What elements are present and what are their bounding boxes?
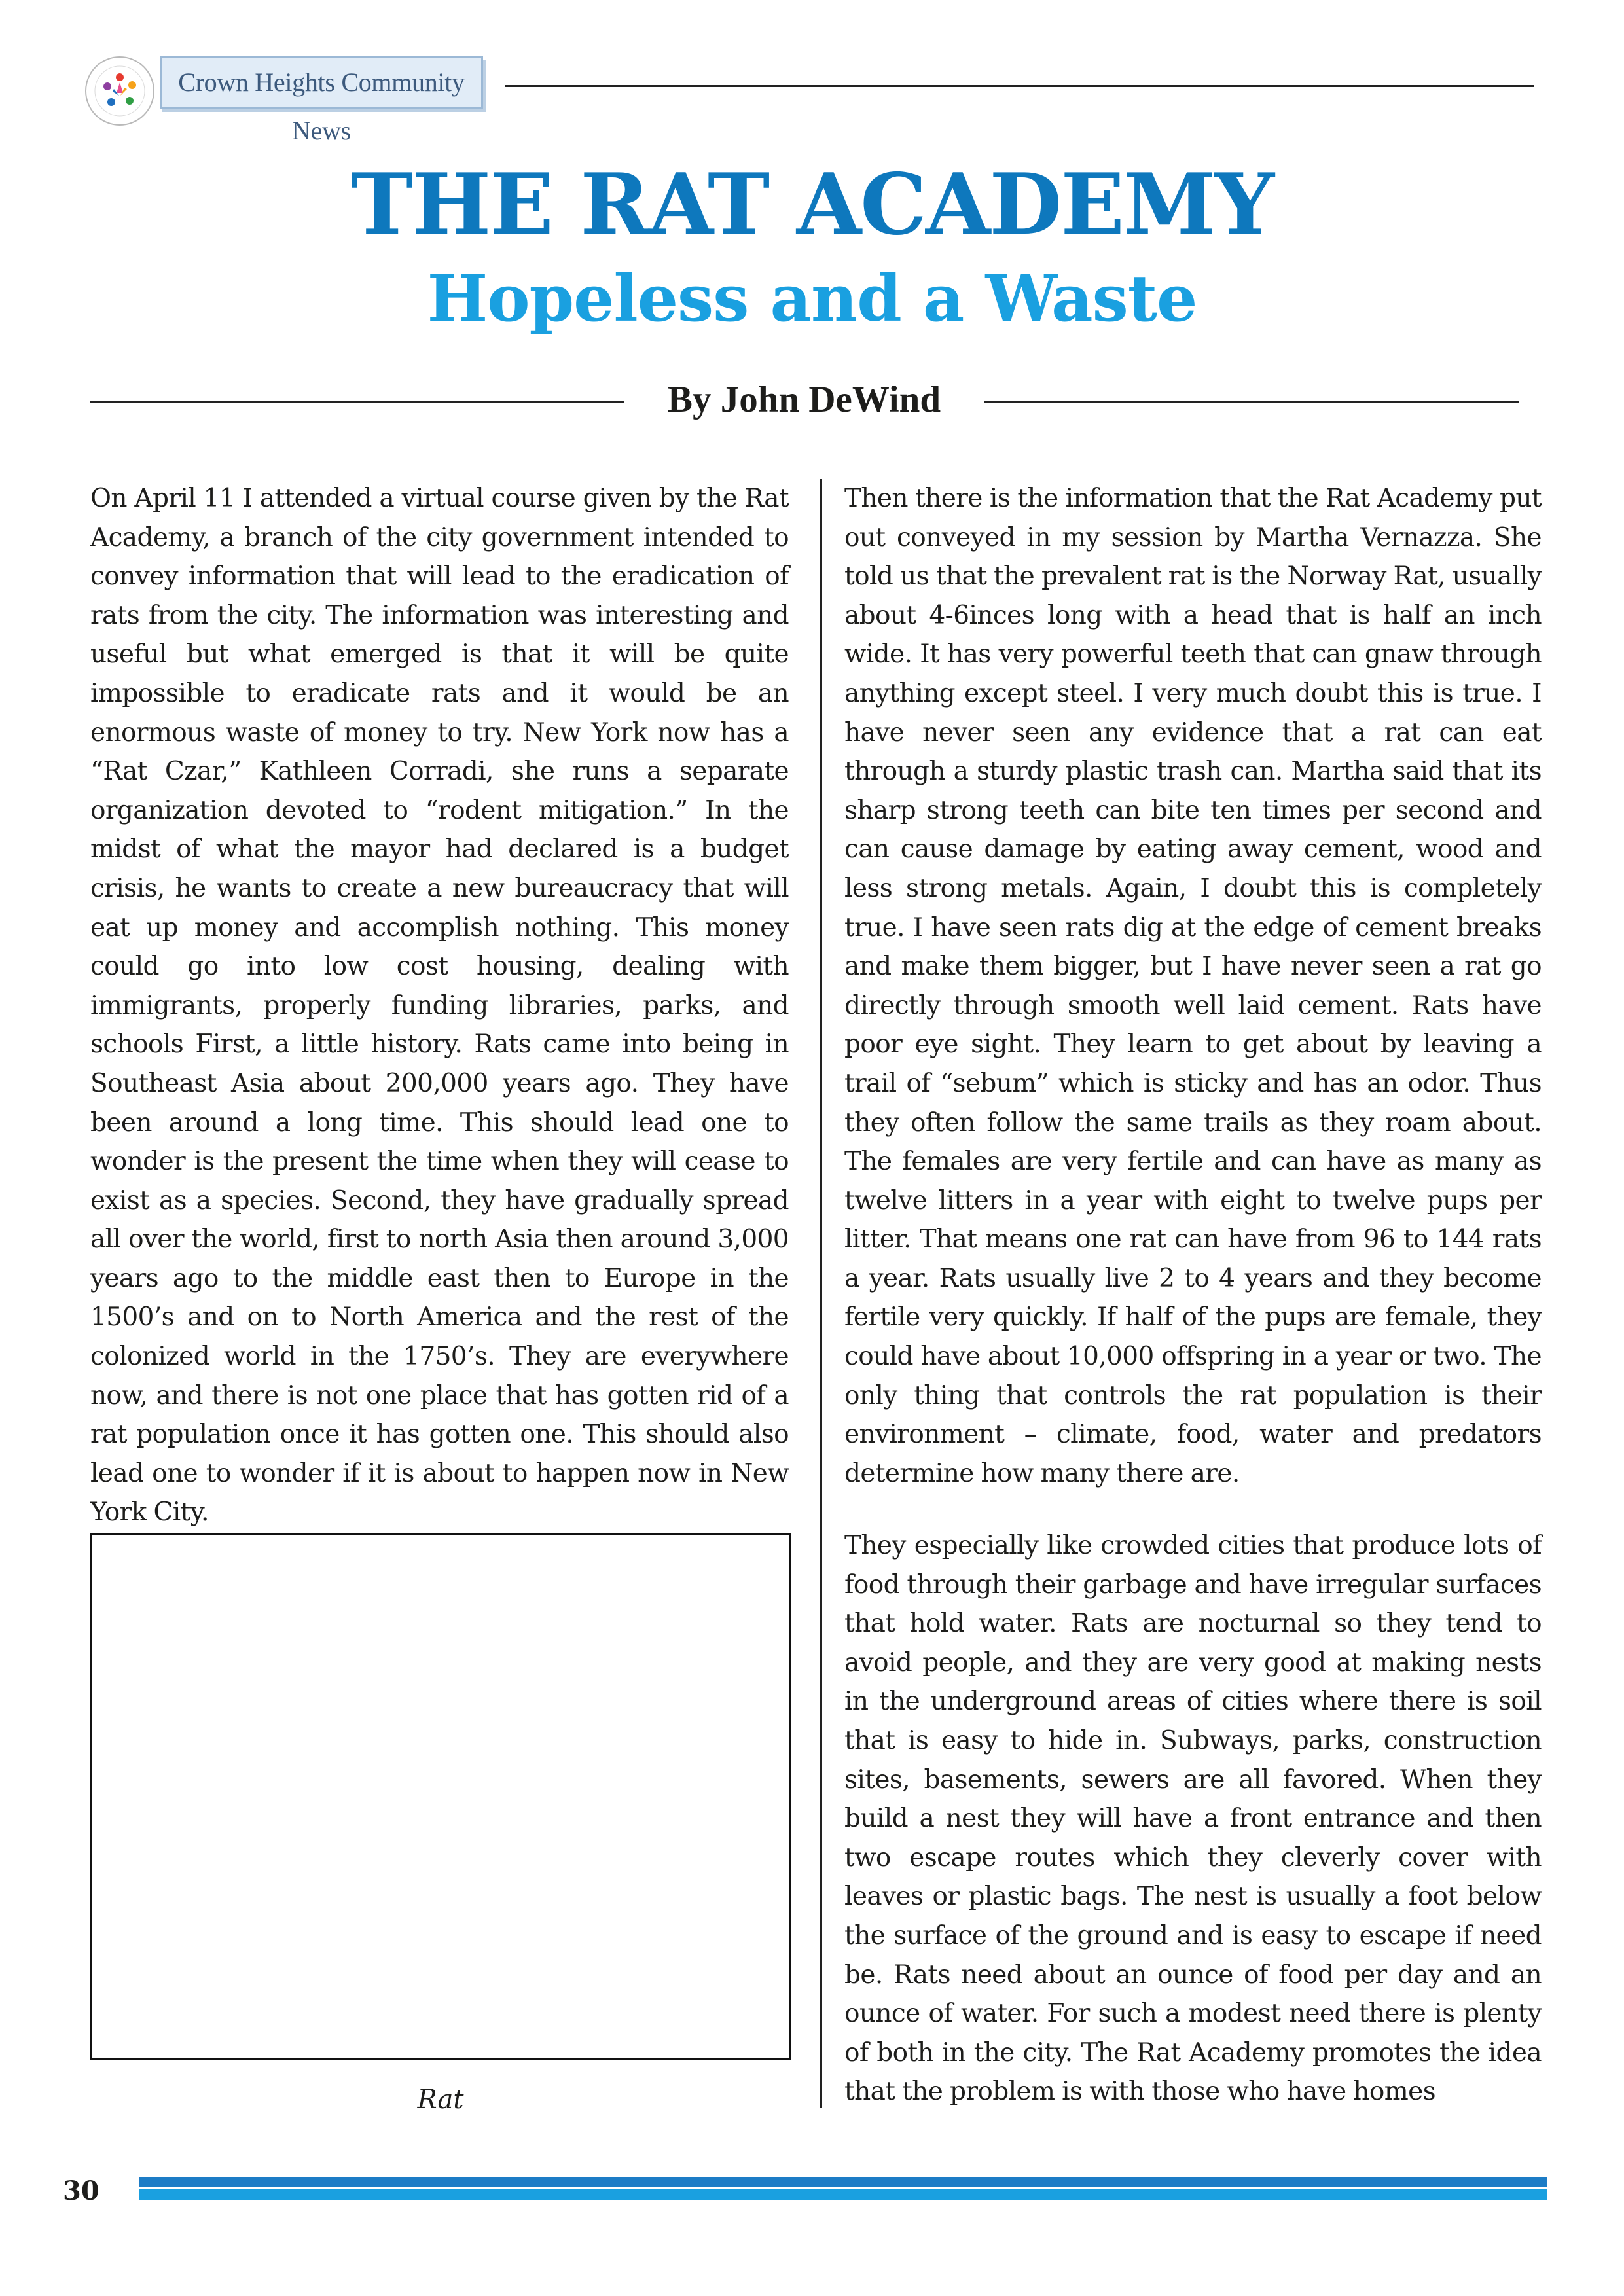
- paragraph: On April 11 I attended a virtual course given by the Rat Academy, a branch of the city government intended to convey information that will lead to the eradication of rats from the city. The information was interesting and useful but what emerged is that it will be quite impossible to eradicate rats and it would be an enormous waste of money to try. New York now has a “Rat Czar,” Kathleen Corradi, she runs a separate organization devoted to “rodent mitigation.” In the midst of what the mayor had declared is a budget crisis, he wants to create a new bureaucracy that will eat up money and accomplish nothing. This money could go into low cost housing, dealing with immigrants, properly funding libraries, parks, and schools First, a little history. Rats came into being in Southeast Asia about 200,000 years ago. They have been around a long time. This should lead one to wonder is the present the time when they will cease to exist as a species. Second, they have gradually spread all over the world, first to north Asia then around 3,000 years ago to the middle east then to Europe in the 1500’s and on to North America and the rest of the colonized world in the 1750’s. They are everywhere now, and there is not one place that has gotten rid of a rat population once it has gotten one. This should also lead one to wonder if it is about to happen now in New York City.: [90, 484, 789, 1528]
- paragraph: They especially like crowded cities that produce lots of food through their garbage and have irregular surfaces that hold water. Rats are nocturnal so they tend to avoid people, and they are very good at making nests in the underground areas of cities where there is soil that is easy to hide in. Subways, parks, construction sites, basements, sewers are all favored. When they build a nest they will have a front entrance and then two escape routes which they cleverly cover with leaves or plastic bags. The nest is usually a foot below the surface of the ground and is easy to escape if need be. Rats need about an ounce of food per day and an ounce of water. For such a modest need there is plenty of both in the city. The Rat Academy promotes the idea that the problem is with those who have homes: [844, 1531, 1542, 2107]
- paragraph: Then there is the information that the Rat Academy put out conveyed in my session by Martha Vernazza. She told us that the prevalent rat is the Norway Rat, usually about 4-6inces long with a head that is half an inch wide. It has very powerful teeth that can gnaw through anything except steel. I very much doubt this is true. I have never seen any evidence that a rat can eat through a sturdy plastic trash can. Martha said that its sharp strong teeth can bite ten times per second and can cause damage by eating away cement, wood and less strong metals. Again, I doubt this is completely true. I have seen rats dig at the edge of cement breaks and make them bigger, but I have never seen a rat go directly through smooth well laid cement. Rats have poor eye sight. They learn to get about by leaving a trail of “sebum” which is sticky and has an odor. Thus they often follow the same trails as they roam about. The females are very fertile and can have as many as twelve litters in a year with eight to twelve pups per litter. That means one rat can have from 96 to 144 rats a year. Rats usually live 2 to 4 years and they become fertile very quickly. If half of the pups are female, they could have about 10,000 offspring in a year or two. The only thing that controls the rat population is their environment – climate, food, water and predators determine how many there are.: [844, 484, 1542, 1488]
- article-subtitle: Hopeless and a Waste: [427, 261, 1197, 336]
- column-divider: [820, 479, 822, 2108]
- photo-caption: Rat: [417, 2085, 464, 2115]
- left-column: [90, 479, 789, 1532]
- rat-photo-frame: [90, 1533, 791, 2060]
- publication-name: Crown Heights Community News: [160, 56, 483, 109]
- logo-emblem-icon: [84, 55, 156, 127]
- footer-bar-accent: [139, 2189, 1547, 2200]
- right-column-paragraph-2: [844, 1526, 1542, 2111]
- article-title: THE RAT ACADEMY: [351, 156, 1273, 254]
- byline-rule-right: [984, 401, 1519, 403]
- page-number: 30: [63, 2176, 99, 2206]
- footer-bar: [139, 2177, 1547, 2187]
- organization-logo: [84, 55, 156, 127]
- byline-rule-left: [90, 401, 624, 403]
- header-rule: [505, 85, 1534, 87]
- byline: By John DeWind: [667, 379, 941, 420]
- right-column-paragraph-1: [844, 479, 1542, 1493]
